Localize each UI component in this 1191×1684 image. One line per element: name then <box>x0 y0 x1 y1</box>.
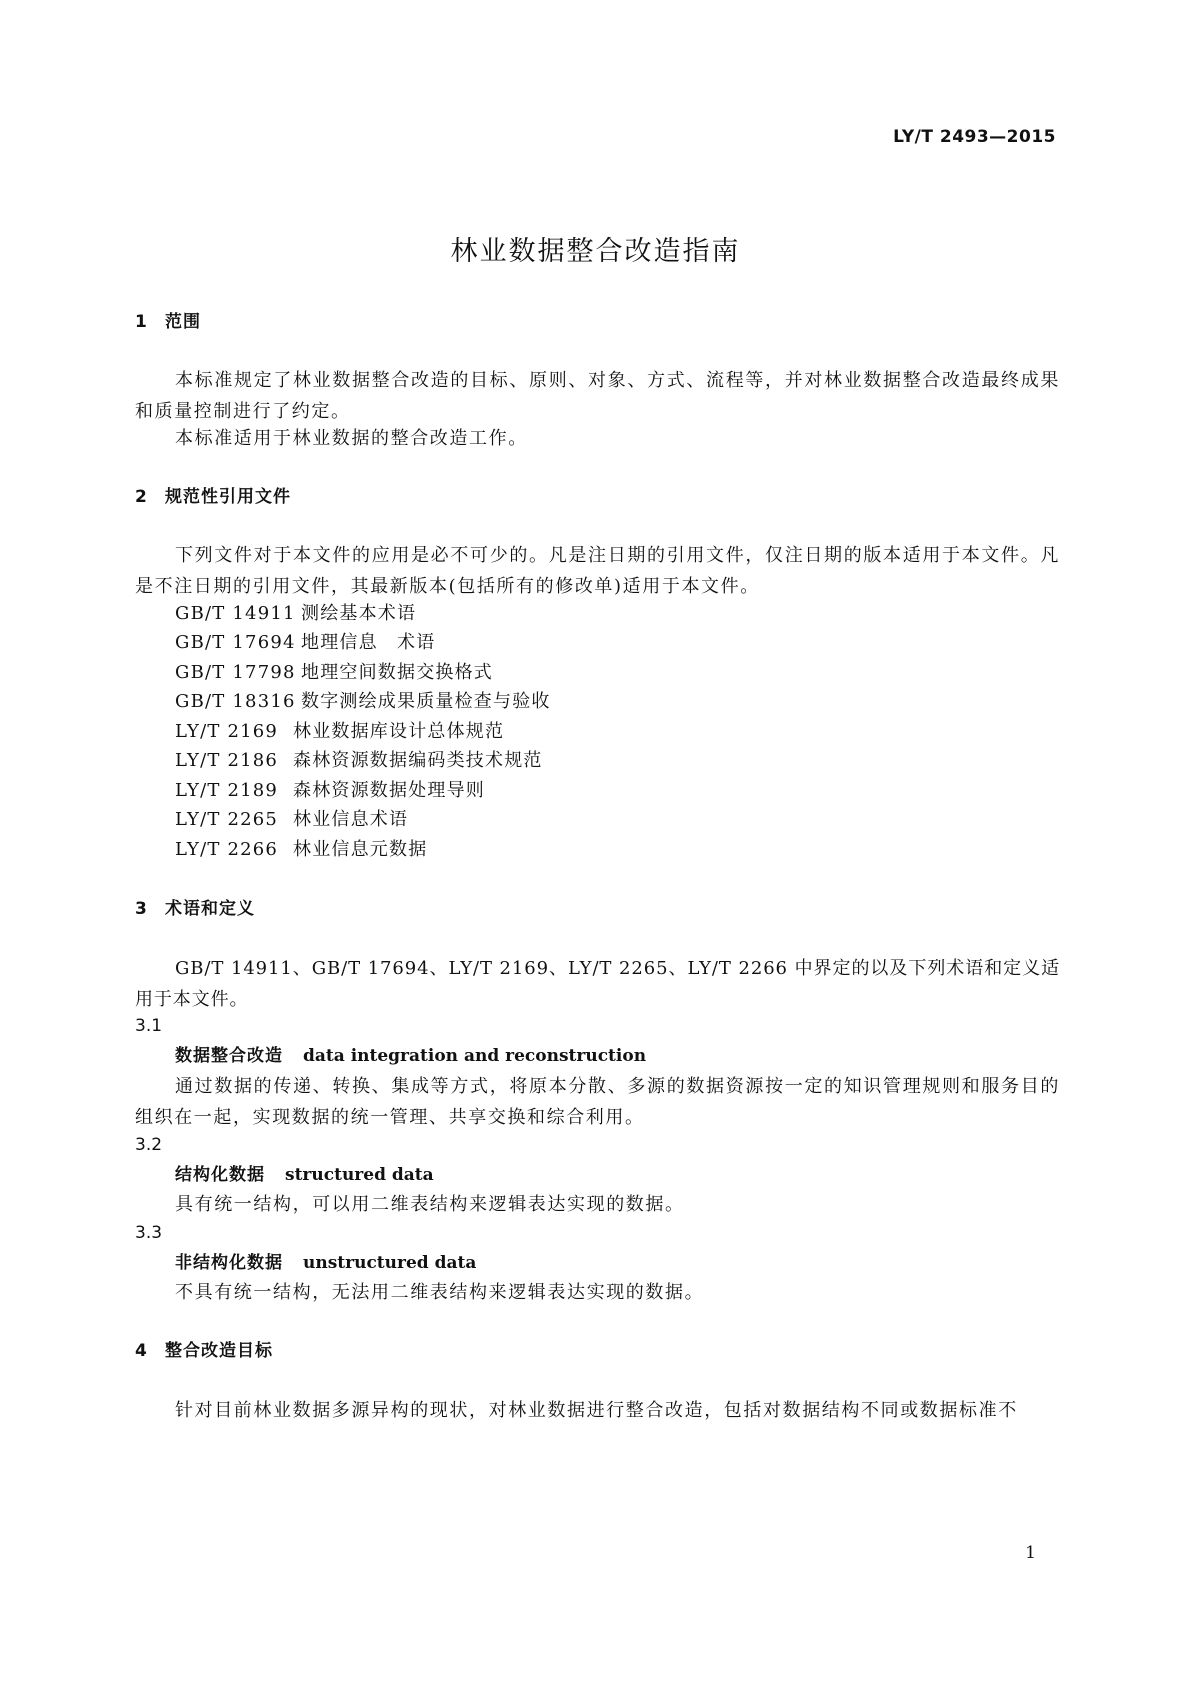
document-title: 林业数据整合改造指南 <box>450 236 741 267</box>
term-heading <box>175 1041 646 1071</box>
term-number: 3.1 <box>135 1016 163 1036</box>
section-title: 术语和定义 <box>165 899 255 919</box>
reference-item <box>175 835 427 865</box>
term-english: data integration and reconstruction <box>303 1046 647 1066</box>
section-number: 1 <box>135 312 148 332</box>
reference-title: 测绘基本术语 <box>301 603 417 624</box>
reference-item <box>175 746 543 776</box>
reference-title: 森林资源数据处理导则 <box>293 780 485 801</box>
reference-code: LY/T 2169 <box>175 721 279 742</box>
reference-title: 地理信息 术语 <box>301 632 436 653</box>
section-4-heading <box>135 1338 273 1364</box>
section-1-paragraph-2: 本标准适用于林业数据的整合改造工作。 <box>175 428 528 449</box>
reference-title: 地理空间数据交换格式 <box>301 662 493 683</box>
section-title: 范围 <box>165 312 201 332</box>
reference-title: 数字测绘成果质量检查与验收 <box>301 691 551 712</box>
term-english: structured data <box>285 1165 434 1185</box>
reference-title: 森林资源数据编码类技术规范 <box>293 750 543 771</box>
section-3-heading <box>135 896 255 922</box>
reference-code: LY/T 2189 <box>175 780 279 801</box>
term-number: 3.2 <box>135 1135 163 1155</box>
term-definition: 不具有统一结构，无法用二维表结构来逻辑表达实现的数据。 <box>175 1282 705 1303</box>
reference-title: 林业信息术语 <box>293 809 409 830</box>
standard-code-header: LY/T 2493—2015 <box>893 127 1056 147</box>
reference-item <box>175 687 551 717</box>
reference-code: GB/T 18316 <box>175 691 296 712</box>
term-chinese: 结构化数据 <box>175 1165 265 1185</box>
reference-item <box>175 658 493 688</box>
reference-item <box>175 717 504 747</box>
reference-code: LY/T 2266 <box>175 839 279 860</box>
section-number: 3 <box>135 899 148 919</box>
section-number: 2 <box>135 487 148 507</box>
reference-item <box>175 805 408 835</box>
term-chinese: 非结构化数据 <box>175 1253 283 1273</box>
reference-item <box>175 599 416 629</box>
reference-code: GB/T 17798 <box>175 662 296 683</box>
reference-item <box>175 628 435 658</box>
term-definition: 通过数据的传递、转换、集成等方式，将原本分散、多源的数据资源按一定的知识管理规则和服务目的组织在一起，实现数据的统一管理、共享交换和综合利用。 <box>135 1076 1060 1128</box>
reference-code: LY/T 2186 <box>175 750 279 771</box>
page-number: 1 <box>1025 1543 1036 1563</box>
section-2-intro: 下列文件对于本文件的应用是必不可少的。凡是注日期的引用文件，仅注日期的版本适用于本文件。凡是不注日期的引用文件，其最新版本(包括所有的修改单)适用于本文件。 <box>135 545 1060 597</box>
term-definition: 具有统一结构，可以用二维表结构来逻辑表达实现的数据。 <box>175 1194 685 1215</box>
section-2-heading <box>135 484 291 510</box>
section-1-heading <box>135 309 201 335</box>
section-4-paragraph: 针对目前林业数据多源异构的现状，对林业数据进行整合改造，包括对数据结构不同或数据标准不 <box>175 1400 1018 1421</box>
section-title: 规范性引用文件 <box>165 487 291 507</box>
reference-title: 林业信息元数据 <box>293 839 428 860</box>
term-heading <box>175 1248 476 1278</box>
section-3-intro: GB/T 14911、GB/T 17694、LY/T 2169、LY/T 2265、LY/T 2266 中界定的以及下列术语和定义适用于本文件。 <box>135 958 1060 1010</box>
term-english: unstructured data <box>303 1253 477 1273</box>
reference-title: 林业数据库设计总体规范 <box>293 721 505 742</box>
term-chinese: 数据整合改造 <box>175 1046 283 1066</box>
term-number: 3.3 <box>135 1223 163 1243</box>
reference-code: GB/T 14911 <box>175 603 296 624</box>
term-heading <box>175 1160 434 1190</box>
reference-code: LY/T 2265 <box>175 809 279 830</box>
section-title: 整合改造目标 <box>165 1341 273 1361</box>
reference-code: GB/T 17694 <box>175 632 296 653</box>
section-number: 4 <box>135 1341 148 1361</box>
section-1-paragraph-1: 本标准规定了林业数据整合改造的目标、原则、对象、方式、流程等，并对林业数据整合改造最终成果和质量控制进行了约定。 <box>135 370 1060 422</box>
reference-item <box>175 776 485 806</box>
